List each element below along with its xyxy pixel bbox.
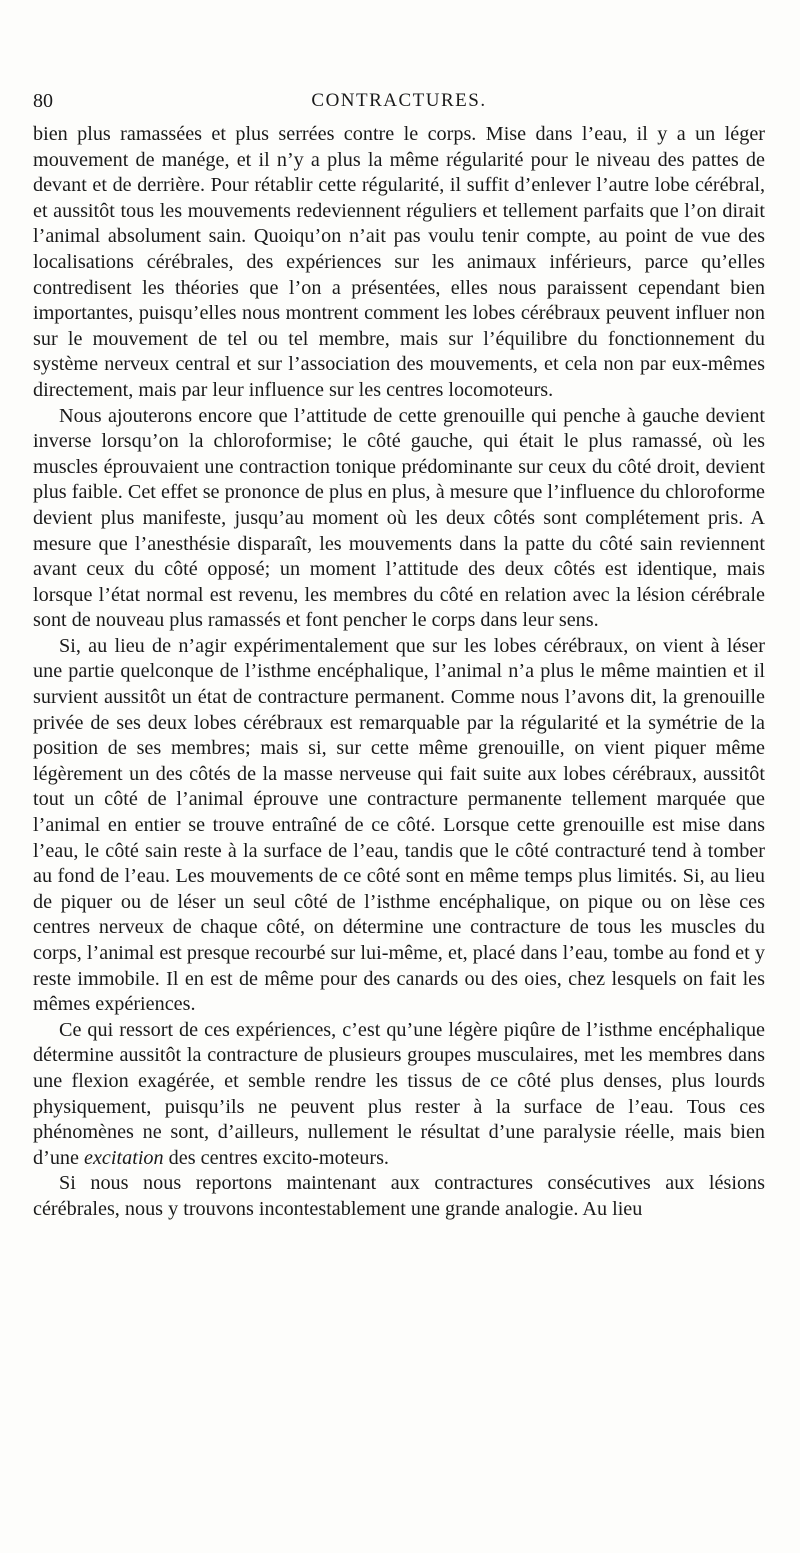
running-title: CONTRACTURES.	[311, 90, 487, 111]
paragraph-continued: bien plus ramassées et plus serrées contre le corps. Mise dans l’eau, il y a un léger mouvement de manége, et il n’y a plus la même régularité pour le niveau des pattes de devant et de derrière. Pour rétablir cette régularité, il suffit d’enlever l’autre lobe cérébral, et aussitôt tous les mouvements redeviennent réguliers et tellement parfaits que l’on dirait l’animal absolument sain. Quoiqu’on n’ait pas voulu tenir compte, au point de vue des localisations cérébrales, des expériences sur les animaux inférieurs, parce qu’elles contredisent les théories que l’on a présentées, elles nous paraissent cependant bien importantes, puisqu’elles nous montrent comment les lobes cérébraux peuvent influer non sur le mouvement de tel ou tel membre, mais sur l’équilibre du fonctionnement du système nerveux central et sur l’association des mouvements, et cela non par eux-mêmes directement, mais par leur influence sur les centres locomoteurs.	[33, 123, 765, 401]
paragraph-lesions: Si nous nous reportons maintenant aux contractures consécutives aux lésions cérébrales, nous y trouvons incontestablement une grande analogie. Au lieu	[33, 1172, 765, 1220]
paragraph-conclusion-text: Ce qui ressort de ces expériences, c’est qu’une légère piqûre de l’isthme encéphalique détermine aussitôt la contracture de plusieurs groupes musculaires, met les membres dans une flexion exagérée, et semble rendre les tissus de ce côté plus denses, plus lourds physiquement, puisqu’ils ne peuvent plus rester à la surface de l’eau. Tous ces phénomènes ne sont, d’ailleurs, nullement le résultat d’une paralysie réelle, mais bien d’une	[33, 1018, 765, 1169]
paragraph-conclusion	[33, 1018, 765, 1172]
running-head	[33, 86, 765, 116]
emphasis-excitation: excitation	[84, 1146, 164, 1169]
paragraph-chloroform: Nous ajouterons encore que l’attitude de cette grenouille qui penche à gauche devient inverse lorsqu’on la chloroformise; le côté gauche, qui était le plus ramassé, où les muscles éprouvaient une contraction tonique prédominante sur ceux du côté droit, devient plus faible. Cet effet se prononce de plus en plus, à mesure que l’influence du chloroforme devient plus manifeste, jusqu’au moment où les deux côtés sont complétement pris. A mesure que l’anesthésie disparaît, les mouvements dans la patte du côté sain reviennent avant ceux du côté opposé; un moment l’attitude des deux côtés est identique, mais lorsque l’état normal est revenu, les membres du côté en relation avec la lésion cérébrale sont de nouveau plus ramassés et font pencher le corps dans leur sens.	[33, 404, 765, 632]
paragraph-isthme: Si, au lieu de n’agir expérimentalement que sur les lobes cérébraux, on vient à léser une partie quelconque de l’isthme encéphalique, l’animal n’a plus le même maintien et il survient aussitôt un état de contracture permanent. Comme nous l’avons dit, la grenouille privée de ses deux lobes cérébraux est remarquable par la régularité et la symétrie de la position de ses membres; mais si, sur cette même grenouille, on vient piquer même légèrement un des côtés de la masse nerveuse qui fait suite aux lobes cérébraux, aussitôt tout un côté de l’animal éprouve une contracture permanente tellement marquée que l’animal en entier se trouve entraîné de ce côté. Lorsque cette grenouille est mise dans l’eau, le côté sain reste à la surface de l’eau, tandis que le côté contracturé tend à tomber au fond de l’eau. Les mouvements de ce côté sont en même temps plus limités. Si, au lieu de piquer ou de léser un seul côté de l’isthme encéphalique, on pique ou on lèse ces centres nerveux de chaque côté, on détermine une contracture de tous les muscles du corps, l’animal est presque recourbé sur lui-même, et, placé dans l’eau, tombe au fond et y reste immobile. Il en est de même pour des canards ou des oies, chez lesquels on fait les mêmes expériences.	[33, 634, 765, 1016]
page-number: 80	[33, 90, 53, 112]
body-text	[33, 122, 765, 1223]
paragraph-conclusion-end: des centres excito-moteurs.	[163, 1146, 389, 1169]
